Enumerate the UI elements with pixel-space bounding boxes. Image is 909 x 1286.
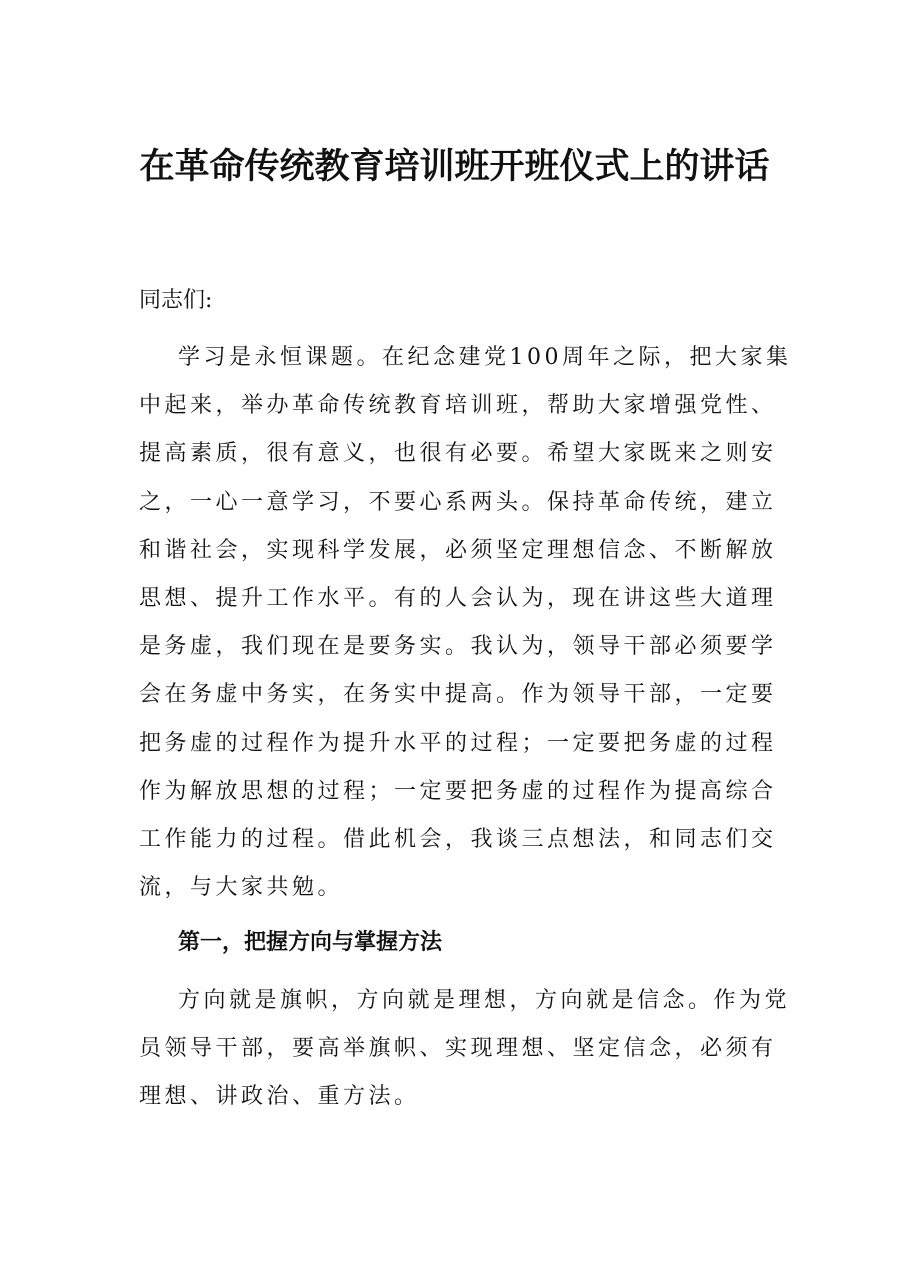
paragraph-line: 是务虚，我们现在是要务实。我认为，领导干部必须要学 — [139, 634, 777, 660]
paragraph-line: 把务虚的过程作为提升水平的过程；一定要把务虚的过程 — [139, 730, 777, 756]
paragraph-intro — [139, 334, 792, 912]
paragraph-line: 会在务虚中务实，在务实中提高。作为领导干部，一定要 — [139, 682, 777, 708]
paragraph-line: 思想、提升工作水平。有的人会认为，现在讲这些大道理 — [139, 585, 777, 611]
paragraph-line: 作为解放思想的过程；一定要把务虚的过程作为提高综合 — [139, 778, 777, 804]
section-heading: 第一，把握方向与掌握方法 — [178, 929, 443, 955]
paragraph-line: 方向就是旗帜，方向就是理想，方向就是信念。作为党 — [178, 988, 791, 1013]
paragraph-line: 理想、讲政治、重方法。 — [139, 1084, 420, 1110]
salutation: 同志们: — [139, 288, 213, 313]
paragraph-line: 流，与大家共勉。 — [139, 875, 344, 901]
paragraph-line: 学习是永恒课题。在纪念建党100周年之际，把大家集 — [178, 345, 792, 370]
paragraph-line: 和谐社会，实现科学发展，必须坚定理想信念、不断解放 — [139, 537, 777, 563]
paragraph-section1 — [139, 977, 791, 1122]
document-title: 在革命传统教育培训班开班仪式上的讲话 — [139, 146, 770, 187]
paragraph-line: 中起来，举办革命传统教育培训班，帮助大家增强党性、 — [139, 393, 777, 419]
paragraph-line: 员领导干部，要高举旗帜、实现理想、坚定信念，必须有 — [139, 1036, 777, 1062]
paragraph-line: 工作能力的过程。借此机会，我谈三点想法，和同志们交 — [139, 826, 777, 852]
paragraph-line: 之，一心一意学习，不要心系两头。保持革命传统，建立 — [139, 489, 777, 515]
paragraph-line: 提高素质，很有意义，也很有必要。希望大家既来之则安 — [139, 441, 777, 467]
